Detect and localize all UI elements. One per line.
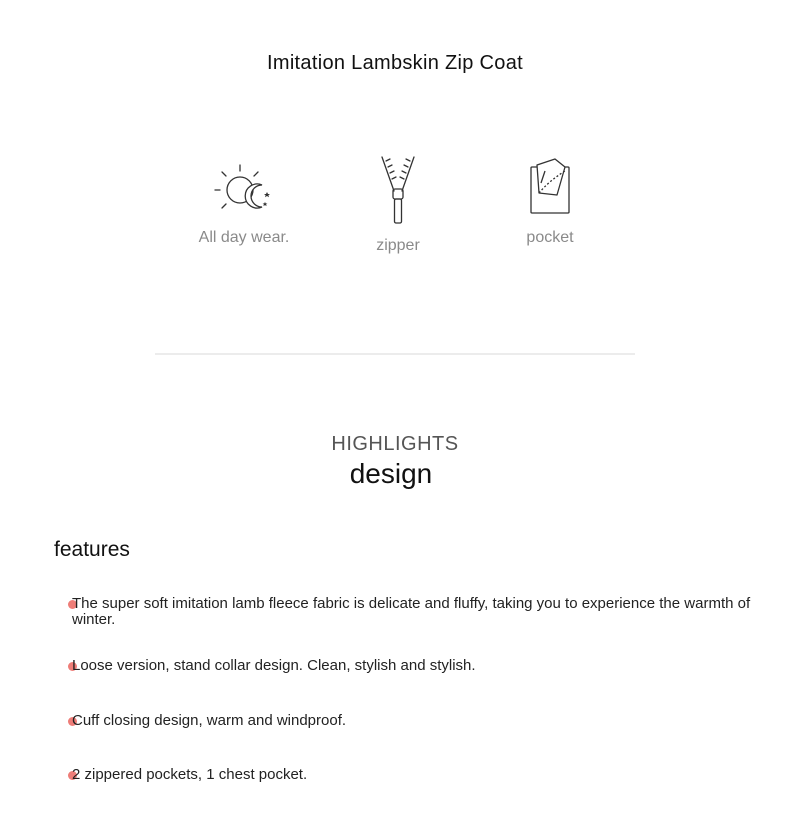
feature-icons-row — [0, 155, 790, 275]
feature-text: 2 zippered pockets, 1 chest pocket. — [72, 766, 308, 783]
section-divider — [155, 353, 635, 355]
list-item — [72, 767, 307, 783]
icon-label-zipper: zipper — [376, 237, 420, 254]
icon-item-pocket — [475, 155, 625, 247]
zipper-icon — [378, 155, 418, 225]
highlights-heading: HIGHLIGHTS — [331, 433, 459, 455]
icon-item-all-day — [169, 155, 319, 247]
pocket-icon — [525, 155, 575, 217]
list-item — [72, 596, 762, 628]
product-title: Imitation Lambskin Zip Coat — [267, 52, 523, 74]
highlights-subheading: design — [349, 458, 433, 489]
icon-label-pocket: pocket — [526, 229, 574, 246]
list-item — [72, 658, 476, 674]
features-title: features — [54, 538, 130, 561]
feature-text: Cuff closing design, warm and windproof. — [72, 712, 347, 729]
list-item — [72, 713, 346, 729]
icon-item-zipper — [323, 155, 473, 255]
sun-moon-icon — [214, 155, 274, 217]
feature-text: The super soft imitation lamb fleece fabric is delicate and fluffy, taking you to experience the warmth of winter. — [72, 595, 751, 628]
feature-text: Loose version, stand collar design. Clean, stylish and stylish. — [72, 657, 476, 674]
icon-label-all-day: All day wear. — [198, 229, 290, 246]
